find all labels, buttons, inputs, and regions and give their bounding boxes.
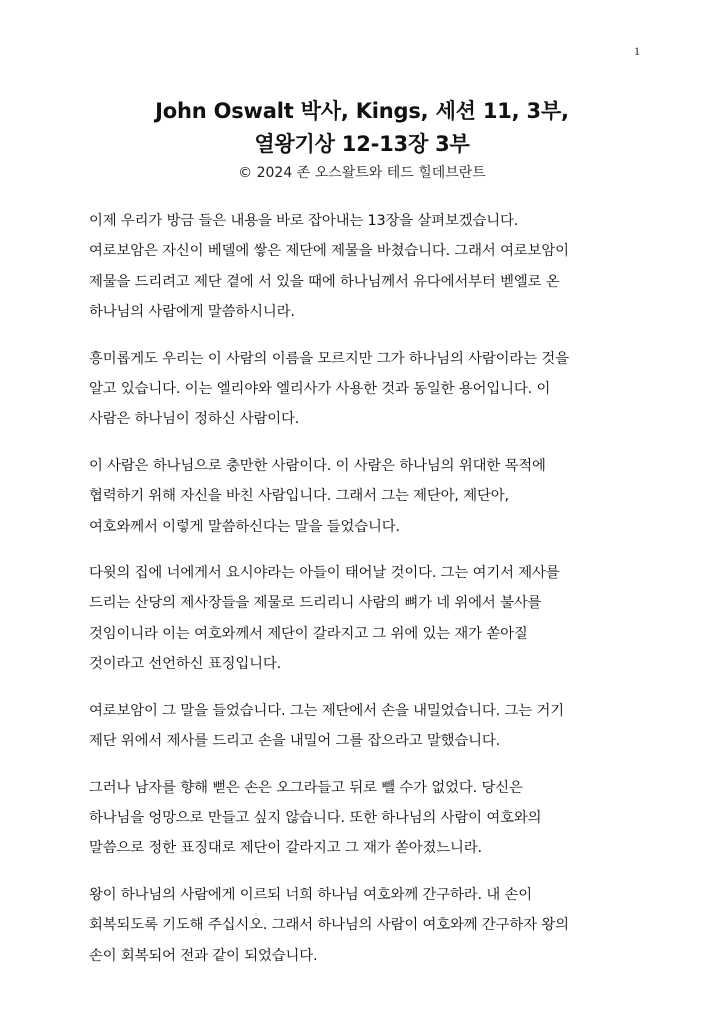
paragraph-line: 드리는 산당의 제사장들을 제물로 드리리니 사람의 뼈가 네 위에서 불사를 xyxy=(89,595,542,612)
paragraph-line: 여로보암이 그 말을 들었습니다. 그는 제단에서 손을 내밀었습니다. 그는 거기 xyxy=(89,702,564,719)
paragraph-line: 사람은 하나님이 정하신 사람이다. xyxy=(89,411,300,428)
document-title-line-2: 열왕기상 12-13장 3부 xyxy=(254,132,470,156)
paragraph-line: 왕이 하나님의 사람에게 이르되 너희 하나님 여호와께 간구하라. 내 손이 xyxy=(89,886,533,903)
document-body xyxy=(89,206,649,987)
document-header xyxy=(0,95,724,184)
paragraph-line: 회복되도록 기도해 주십시오. 그래서 하나님의 사람이 여호와께 간구하자 왕의 xyxy=(89,917,569,934)
paragraph-line: 이 사람은 하나님으로 충만한 사람이다. 이 사람은 하나님의 위대한 목적에 xyxy=(89,457,546,474)
paragraph xyxy=(89,558,649,680)
paragraph xyxy=(89,344,649,435)
paragraph-line: 것임이니라 이는 여호와께서 제단이 갈라지고 그 위에 있는 재가 쏟아질 xyxy=(89,625,528,642)
paragraph xyxy=(89,696,649,757)
paragraph-line: 하나님의 사람에게 말씀하시니라. xyxy=(89,304,295,321)
paragraph-line: 하나님을 엉망으로 만들고 싶지 않습니다. 또한 하나님의 사람이 여호와의 xyxy=(89,809,542,826)
copyright-notice: © 2024 존 오스왈트와 테드 힐데브란트 xyxy=(238,165,486,181)
paragraph xyxy=(89,206,649,328)
paragraph-line: 말씀으로 정한 표징대로 제단이 갈라지고 그 재가 쏟아졌느니라. xyxy=(89,840,482,857)
paragraph-line: 것이라고 선언하신 표징입니다. xyxy=(89,656,282,673)
paragraph-line: 다윗의 집에 너에게서 요시야라는 아들이 태어날 것이다. 그는 여기서 제사를 xyxy=(89,565,560,582)
paragraph-line: 손이 회복되어 전과 같이 되었습니다. xyxy=(89,947,318,964)
paragraph-line: 여호와께서 이렇게 말씀하신다는 말을 들었습니다. xyxy=(89,518,400,535)
paragraph-line: 제물을 드리려고 제단 곁에 서 있을 때에 하나님께서 유다에서부터 벧엘로 온 xyxy=(89,273,560,290)
page-number: 1 xyxy=(634,44,640,58)
paragraph-line: 흥미롭게도 우리는 이 사람의 이름을 모르지만 그가 하나님의 사람이라는 것을 xyxy=(89,350,569,367)
paragraph-line: 이제 우리가 방금 들은 내용을 바로 잡아내는 13장을 살펴보겠습니다. xyxy=(89,213,519,229)
paragraph xyxy=(89,880,649,971)
document-title-line-1: John Oswalt 박사, Kings, 세션 11, 3부, xyxy=(155,99,569,123)
paragraph-line: 여로보암은 자신이 베델에 쌓은 제단에 제물을 바쳤습니다. 그래서 여로보암이 xyxy=(89,243,569,260)
paragraph-line: 제단 위에서 제사를 드리고 손을 내밀어 그를 잡으라고 말했습니다. xyxy=(89,733,501,750)
paragraph-line: 알고 있습니다. 이는 엘리야와 엘리사가 사용한 것과 동일한 용어입니다. 이 xyxy=(89,381,551,398)
paragraph-line: 협력하기 위해 자신을 바친 사람입니다. 그래서 그는 제단아, 제단아, xyxy=(89,488,509,505)
paragraph xyxy=(89,451,649,542)
paragraph-line: 그러나 남자를 향해 뻗은 손은 오그라들고 뒤로 뺄 수가 없었다. 당신은 xyxy=(89,779,523,796)
paragraph xyxy=(89,773,649,864)
